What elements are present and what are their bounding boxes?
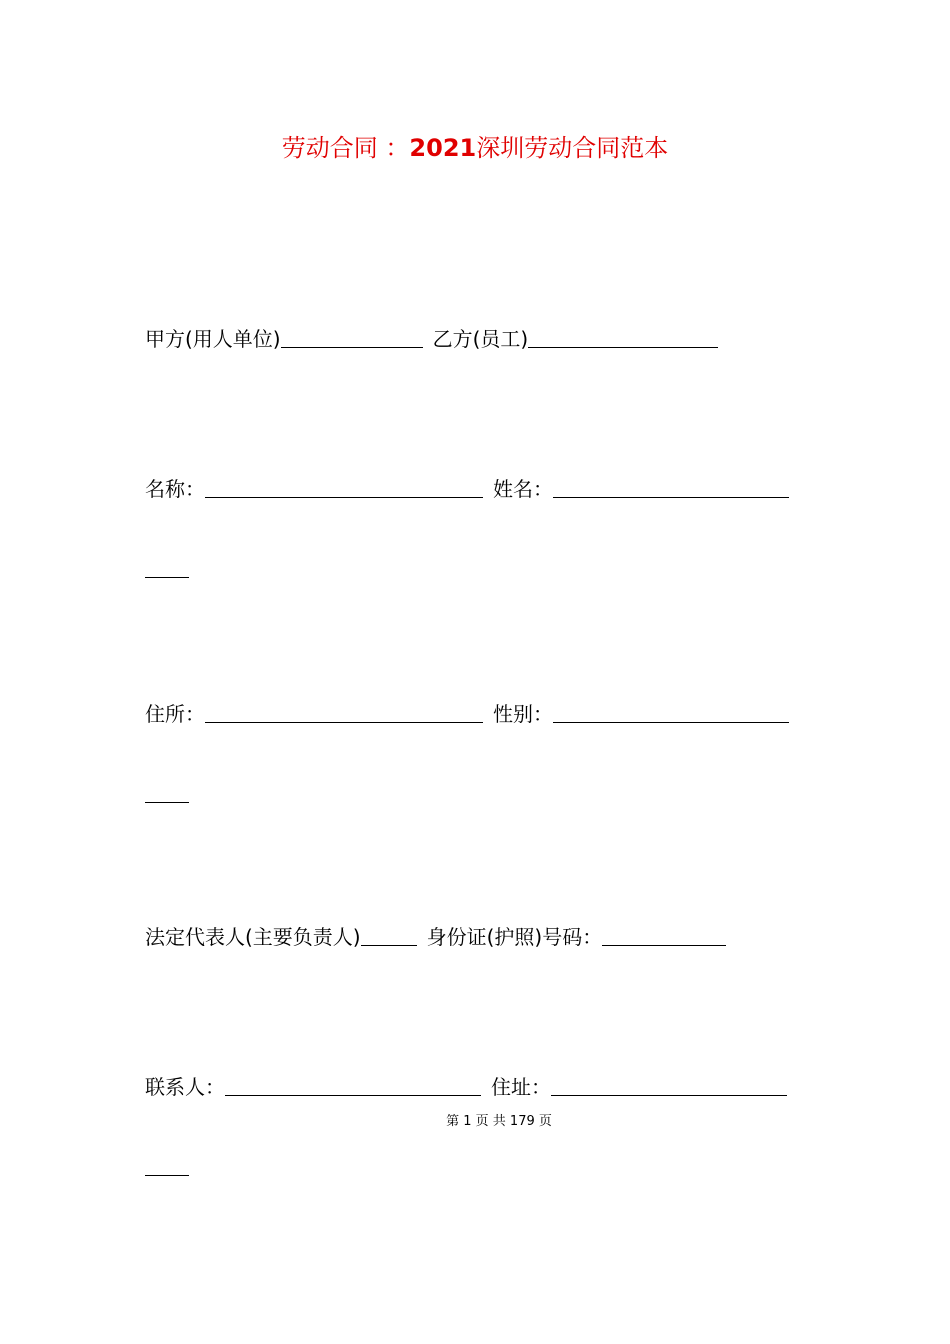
address-label: 住址： (491, 1075, 551, 1099)
title-prefix: 劳动合同 ： (281, 134, 410, 162)
document-title (0, 131, 950, 165)
address-blank-cont[interactable] (145, 1153, 189, 1176)
residence-label: 住所： (145, 702, 205, 726)
gender-label: 性别： (493, 702, 553, 726)
residence-line (145, 700, 789, 728)
party-b-blank[interactable] (528, 325, 718, 348)
residence-line-continuation (145, 780, 189, 808)
party-a-blank[interactable] (281, 325, 423, 348)
title-suffix: 深圳劳动合同范本 (476, 134, 669, 162)
contact-label: 联系人： (145, 1075, 225, 1099)
id-number-label: 身份证(护照)号码： (426, 925, 603, 949)
legal-rep-blank[interactable] (361, 923, 417, 946)
name-line (145, 475, 789, 503)
contact-line-continuation (145, 1153, 189, 1181)
person-name-label: 姓名： (493, 477, 553, 501)
company-name-blank[interactable] (205, 475, 483, 498)
gender-blank-cont[interactable] (145, 780, 189, 803)
id-number-blank[interactable] (602, 923, 726, 946)
page-number: 第 1 页 共 179 页 (446, 1114, 552, 1129)
legal-rep-label: 法定代表人(主要负责人) (145, 925, 361, 949)
residence-blank[interactable] (205, 700, 483, 723)
name-line-continuation (145, 555, 189, 583)
person-name-blank[interactable] (553, 475, 789, 498)
contact-blank[interactable] (225, 1073, 481, 1096)
company-name-label: 名称： (145, 477, 205, 501)
contact-line (145, 1073, 787, 1101)
legal-rep-line (145, 923, 726, 951)
page-footer (0, 1113, 950, 1131)
gender-blank[interactable] (553, 700, 789, 723)
address-blank[interactable] (551, 1073, 787, 1096)
title-year: 2021 (409, 134, 477, 162)
person-name-blank-cont[interactable] (145, 555, 189, 578)
party-a-label: 甲方(用人单位) (145, 327, 281, 351)
parties-line (145, 325, 718, 353)
party-b-label: 乙方(员工) (432, 327, 529, 351)
